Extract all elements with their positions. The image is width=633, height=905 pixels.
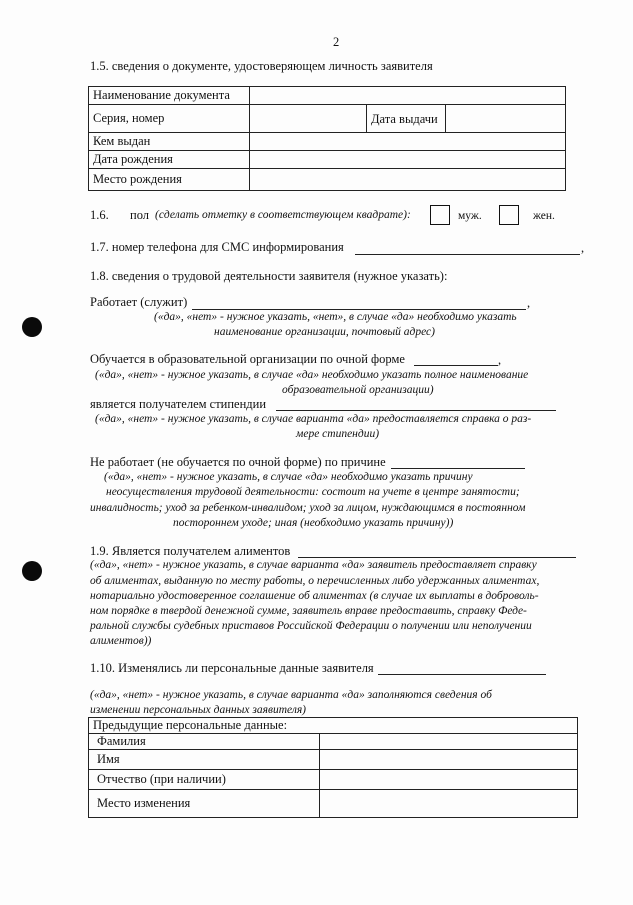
female-checkbox[interactable] [499, 205, 519, 225]
name-field[interactable] [320, 750, 578, 770]
personal-data-hint-2: изменении персональных данных заявителя) [90, 704, 307, 716]
works-hint-1: («да», «нет» - нужное указать, «нет», в случае «да» необходимо указать [154, 311, 517, 323]
name-label: Имя [89, 750, 320, 770]
study-end: , [498, 353, 502, 367]
notwork-field[interactable] [391, 468, 525, 469]
phone-field[interactable] [355, 254, 580, 255]
stipend-hint-2: мере стипендии) [296, 428, 380, 440]
punch-hole [22, 561, 42, 581]
notwork-label: Не работает (не обучается по очной форме) по причине [90, 455, 386, 469]
notwork-hint-1: («да», «нет» - нужное указать, в случае «да» необходимо указать причину [104, 471, 473, 483]
identity-document-table [88, 86, 566, 191]
birth-place-label: Место рождения [89, 169, 250, 191]
series-number-label: Серия, номер [89, 105, 250, 133]
phone-end: , [581, 241, 585, 255]
works-label: Работает (служит) [90, 295, 188, 309]
page-number: 2 [333, 35, 340, 49]
study-label: Обучается в образовательной организации по очной форме [90, 352, 405, 366]
punch-hole [22, 317, 42, 337]
personal-data-changed-label: 1.10. Изменялись ли персональные данные заявителя [90, 661, 374, 675]
doc-name-label: Наименование документа [89, 87, 250, 105]
alimony-hint-6: алиментов)) [90, 635, 152, 647]
works-hint-2: наименование организации, почтовый адрес) [214, 326, 435, 338]
stipend-label: является получателем стипендии [90, 397, 267, 411]
works-end: , [527, 296, 531, 310]
change-place-label: Место изменения [89, 790, 320, 818]
previous-personal-data-table [88, 717, 578, 818]
notwork-hint-2: неосуществления трудовой деятельности: состоит на учете в центре занятости; [106, 486, 520, 498]
doc-name-field[interactable] [250, 87, 566, 105]
previous-data-header: Предыдущие персональные данные: [89, 718, 578, 734]
alimony-hint-3: нотариально удостоверенное соглашение об алиментах (в случае их выплаты в доброволь- [90, 590, 539, 602]
study-hint-2: образовательной организации) [282, 384, 434, 396]
section-1-5-title: 1.5. сведения о документе, удостоверяющем личность заявителя [90, 59, 433, 73]
study-hint-1: («да», «нет» - нужное указать, в случае «да» необходимо указать полное наименование [95, 369, 529, 381]
section-1-6-number: 1.6. [90, 208, 109, 222]
personal-data-changed-field[interactable] [378, 674, 546, 675]
alimony-label: 1.9. Является получателем алиментов [90, 544, 291, 558]
series-number-field[interactable] [250, 105, 367, 133]
issued-by-field[interactable] [250, 133, 566, 151]
gender-label: пол [130, 208, 150, 222]
stipend-hint-1: («да», «нет» - нужное указать, в случае варианта «да» предоставляется справка о раз- [95, 413, 532, 425]
section-1-8-title: 1.8. сведения о трудовой деятельности заявителя (нужное указать): [90, 269, 448, 283]
male-label: муж. [458, 210, 482, 222]
change-place-field[interactable] [320, 790, 578, 818]
alimony-hint-5: ральной службы судебных приставов Российской Федерации о получении или неполучении [90, 620, 532, 632]
surname-label: Фамилия [89, 734, 320, 750]
alimony-hint-4: ном порядке в твердой денежной сумме, заявитель вправе предоставить, справку Федe- [90, 605, 527, 617]
study-field[interactable] [414, 365, 498, 366]
birth-date-label: Дата рождения [89, 151, 250, 169]
patronymic-label: Отчество (при наличии) [89, 770, 320, 790]
alimony-hint-2: об алиментах, выданную по месту работы, о перечисленных либо удержанных алиментах, [90, 575, 540, 587]
personal-data-hint-1: («да», «нет» - нужное указать, в случае варианта «да» заполняются сведения об [90, 689, 492, 701]
patronymic-field[interactable] [320, 770, 578, 790]
male-checkbox[interactable] [430, 205, 450, 225]
issue-date-label: Дата выдачи [367, 105, 446, 133]
issued-by-label: Кем выдан [89, 133, 250, 151]
alimony-field[interactable] [298, 557, 576, 558]
gender-hint: (сделать отметку в соответствующем квадрате): [155, 209, 411, 221]
issue-date-field[interactable] [446, 105, 566, 133]
notwork-hint-4: постороннем уходе; иная (необходимо указать причину)) [173, 517, 454, 529]
birth-place-field[interactable] [250, 169, 566, 191]
phone-label: 1.7. номер телефона для СМС информирования [90, 240, 344, 254]
notwork-hint-3: инвалидность; уход за ребенком-инвалидом; уход за лицом, нуждающимся в постоянном [90, 502, 526, 514]
female-label: жен. [533, 210, 555, 222]
surname-field[interactable] [320, 734, 578, 750]
alimony-hint-1: («да», «нет» - нужное указать, в случае варианта «да» заявитель предоставляет справку [90, 559, 537, 571]
birth-date-field[interactable] [250, 151, 566, 169]
works-field[interactable] [192, 309, 526, 310]
stipend-field[interactable] [276, 410, 556, 411]
